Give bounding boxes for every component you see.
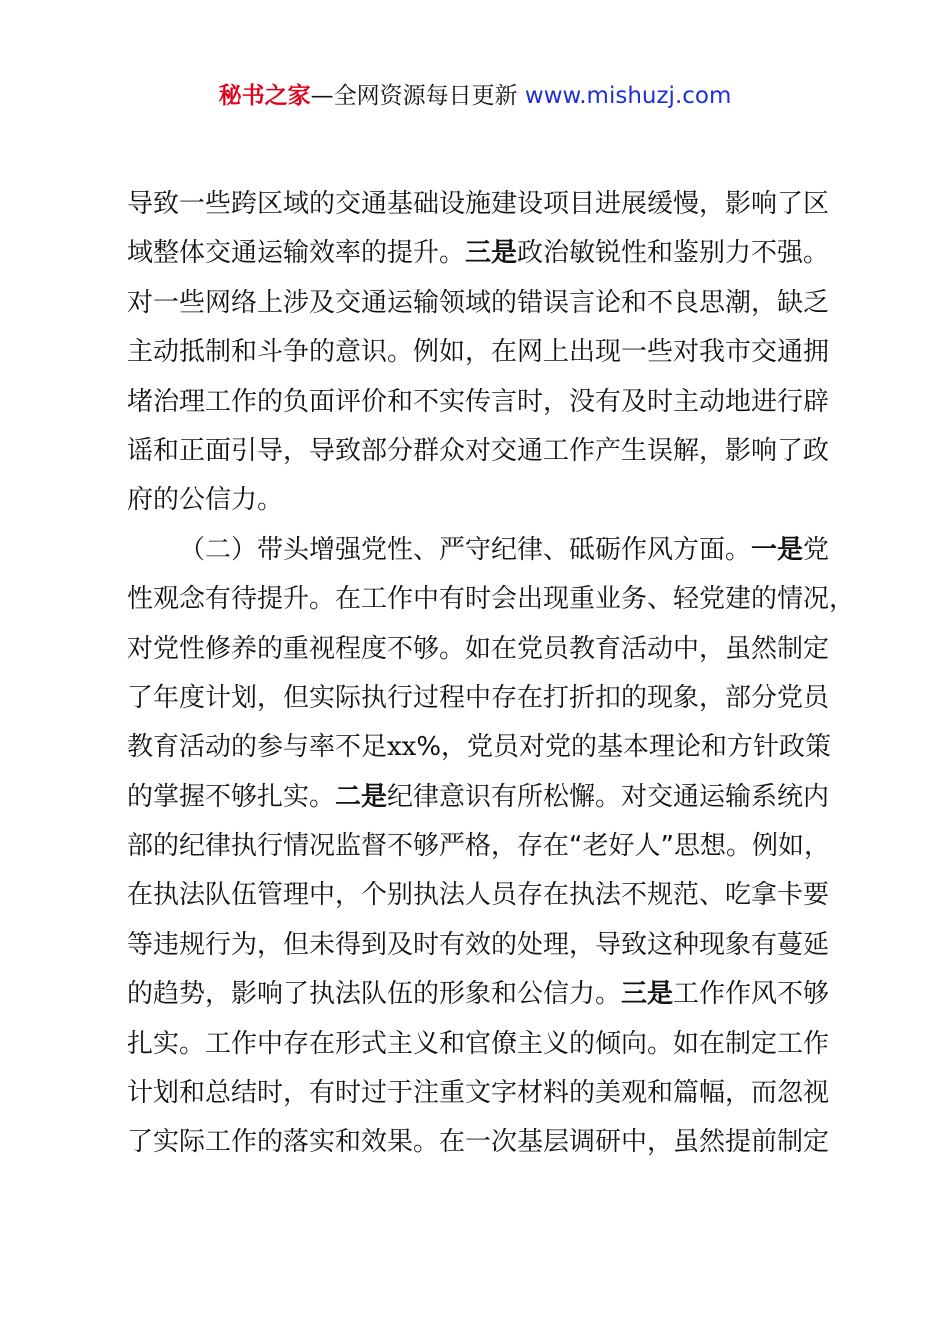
text-line: 扎实。工作中存在形式主义和官僚主义的倾向。如在制定工作 [127,1028,830,1059]
text-line: 谣和正面引导，导致部分群众对交通工作产生误解，影响了政 [127,435,830,466]
text-line: 府的公信力。 [127,485,284,516]
text-line: 主动抵制和斗争的意识。例如，在网上出现一些对我市交通拥 [127,337,830,368]
site-brand: 秘书之家 [218,83,311,109]
emphasis-marker: 三是 [621,979,674,1010]
section-heading-line: （二）带头增强党性、严守纪律、砥砺作风方面。一是党 [179,534,830,565]
text-line: 计划和总结时，有时过于注重文字材料的美观和篇幅，而忽视 [127,1078,830,1109]
text-line: 部的纪律执行情况监督不够严格，存在“老好人”思想。例如， [127,831,830,862]
emphasis-marker: 一是 [751,534,804,565]
text-line: 的掌握不够扎实。二是纪律意识有所松懈。对交通运输系统内 [127,781,830,812]
text-line: 教育活动的参与率不足xx%，党员对党的基本理论和方针政策 [127,732,832,763]
emphasis-marker: 三是 [465,238,518,269]
text-line: 了实际工作的落实和效果。在一次基层调研中，虽然提前制定 [127,1127,830,1158]
document-body [127,180,856,1168]
text-line: 对一些网络上涉及交通运输领域的错误言论和不良思潮，缺乏 [127,287,830,318]
text-line: 等违规行为，但未得到及时有效的处理，导致这种现象有蔓延 [127,929,830,960]
text-line: 在执法队伍管理中，个别执法人员存在执法不规范、吃拿卡要 [127,880,830,911]
text-line: 堵治理工作的负面评价和不实传言时，没有及时主动地进行辟 [127,386,830,417]
emphasis-marker: 二是 [335,781,388,812]
text-line: 对党性修养的重视程度不够。如在党员教育活动中，虽然制定 [127,633,830,664]
text-line: 性观念有待提升。在工作中有时会出现重业务、轻党建的情况， [127,584,856,615]
page-header [0,80,950,112]
text-line: 的趋势，影响了执法队伍的形象和公信力。三是工作作风不够 [127,979,830,1010]
text-line: 了年度计划，但实际执行过程中存在打折扣的现象，部分党员 [127,682,830,713]
text-line: 导致一些跨区域的交通基础设施建设项目进展缓慢，影响了区 [127,189,830,219]
site-tagline: —全网资源每日更新 [310,83,518,109]
text-line: 域整体交通运输效率的提升。三是政治敏锐性和鉴别力不强。 [127,238,830,269]
site-url-link[interactable]: www.mishuzj.com [524,83,732,109]
